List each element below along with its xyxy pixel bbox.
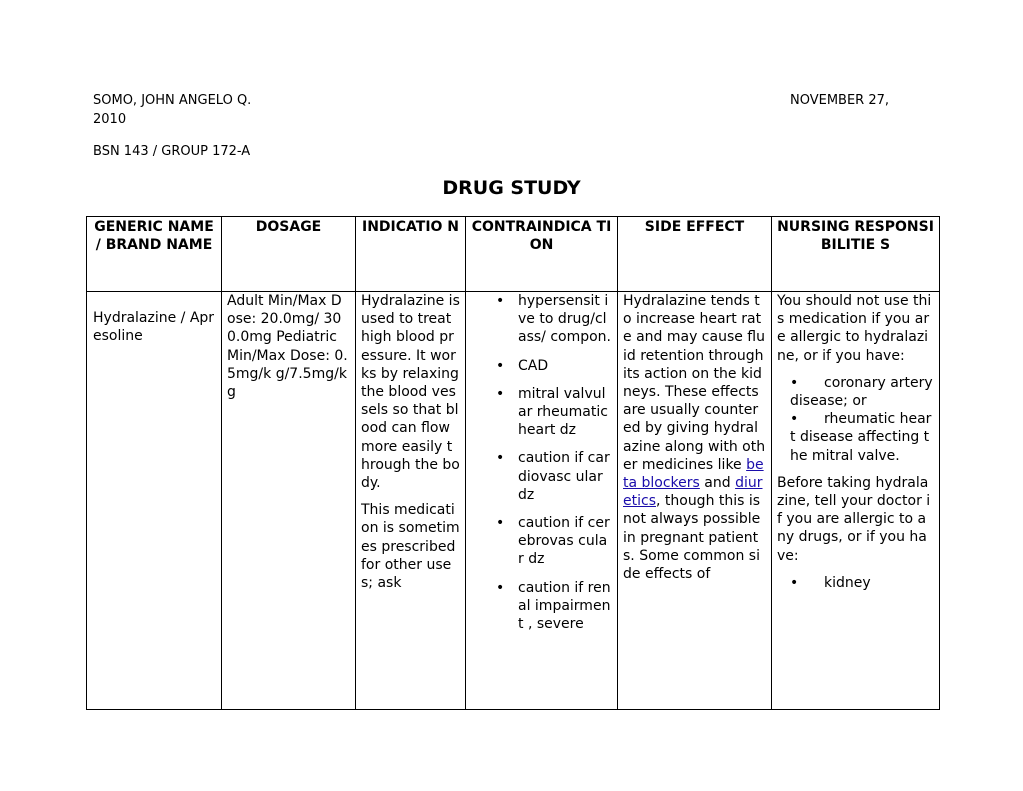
list-item [777, 374, 934, 410]
bullet-dot-icon: • [790, 374, 799, 391]
bullet-dot-icon: • [790, 411, 799, 428]
table-row [87, 292, 940, 710]
list-item: • mitral valvular rheumatic heart dz [471, 385, 612, 440]
cell-side-effect [618, 292, 772, 710]
page-title: DRUG STUDY [442, 177, 581, 199]
bullet-dot-icon: • [790, 574, 799, 591]
nursing-before-taking: Before taking hydralazine, tell your doctor if you are allergic to any drugs, or if you have: [777, 474, 931, 564]
list-item: • caution if renal impairment , severe [471, 579, 612, 634]
nursing-before-list [777, 574, 934, 592]
dosage-text: Adult Min/Max Dose: 20.0mg/ 300.0mg Pediatric Min/Max Dose: 0.5mg/k g/7.5mg/kg [227, 293, 348, 401]
cell-indication [356, 292, 466, 710]
header-generic-name: GENERIC NAME / BRAND NAME [87, 217, 222, 292]
list-item: • caution if cardiovasc ular dz [471, 449, 612, 504]
list-item: • hypersensit ive to drug/class/ compon. [471, 292, 612, 347]
cell-generic-name [87, 292, 222, 710]
nursing-intro: You should not use this medication if you are allergic to hydralazine, or if you have: [777, 293, 932, 364]
header-dosage: DOSAGE [222, 217, 356, 292]
header-side-effect: SIDE EFFECT [618, 217, 772, 292]
list-item-text: rheumatic heart disease affecting the mitral valve. [790, 411, 932, 464]
side-effect-part-b: and [699, 475, 736, 492]
study-date: NOVEMBER 27, [790, 93, 890, 108]
header-nursing-responsibilities: NURSING RESPONSIBILITIE S [772, 217, 940, 292]
nursing-condition-list [777, 374, 934, 465]
cell-contraindication [466, 292, 618, 710]
header-indication: INDICATIO N [356, 217, 466, 292]
list-item: • caution if cerebrovas cular dz [471, 514, 612, 569]
list-item-text: kidney [824, 574, 871, 591]
list-item-text: coronary artery disease; or [790, 374, 933, 410]
study-year: 2010 [93, 112, 127, 127]
side-effect-part-c: , though this is not always possible in pregnant patients. Some common side effects of [623, 493, 761, 583]
list-item [777, 574, 934, 592]
student-name: SOMO, JOHN ANGELO Q. [93, 93, 252, 108]
indication-paragraph-2: This medication is sometimes prescribed for other uses; ask [361, 502, 460, 592]
contraindication-list [471, 292, 612, 633]
list-item: • CAD [471, 357, 612, 375]
cell-dosage [222, 292, 356, 710]
side-effect-part-a: Hydralazine tends to increase heart rate and may cause fluid retention through its action on the kidneys. These effects are usually countered by giving hydralazine along with other medicines like [623, 293, 766, 473]
cell-nursing-responsibilities [772, 292, 940, 710]
list-item [777, 410, 934, 465]
indication-paragraph-1: Hydralazine is used to treat high blood pressure. It works by relaxing the blood vessels so that blood can flow more easily through the body. [361, 293, 460, 492]
drug-study-table [86, 216, 940, 710]
beta-blockers-link[interactable]: beta blockers [623, 456, 764, 492]
table-header-row [87, 217, 940, 292]
diuretics-link[interactable]: diuretics [623, 475, 763, 510]
header-contraindication: CONTRAINDICA TION [466, 217, 618, 292]
course-group: BSN 143 / GROUP 172-A [93, 144, 251, 159]
generic-name-text: Hydralazine / Apresoline [93, 310, 215, 345]
side-effect-text [623, 292, 766, 583]
